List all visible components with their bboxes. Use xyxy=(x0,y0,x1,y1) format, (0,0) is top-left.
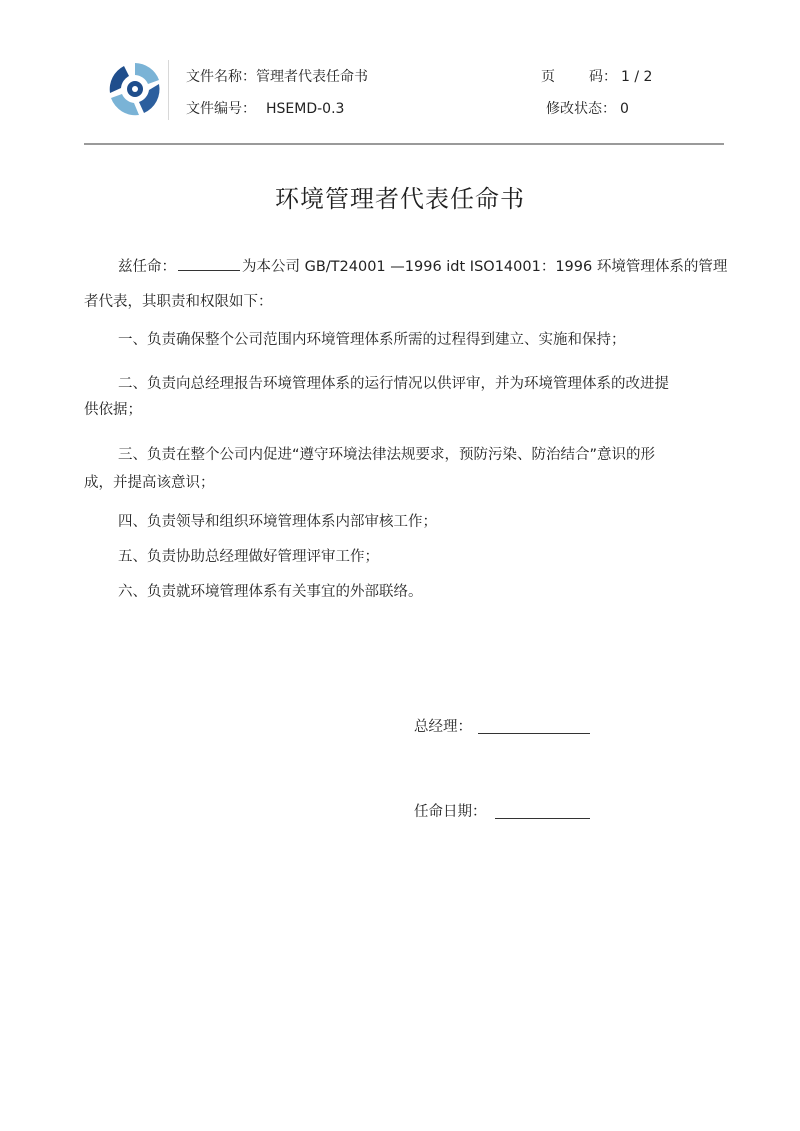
general-manager-label: 总经理： xyxy=(414,719,472,735)
logo-divider xyxy=(168,60,169,120)
appointee-name-blank xyxy=(178,256,240,271)
page-label-part1: 页 xyxy=(541,69,555,85)
doc-number-label: 文件编号： xyxy=(186,101,256,117)
revision-row xyxy=(546,100,629,118)
intro-line-2: 者代表，其职责和权限如下： xyxy=(84,294,273,310)
duty-item-3-line-1: 三、负责在整个公司内促进“遵守环境法律法规要求，预防污染、防治结合”意识的形 xyxy=(118,447,656,463)
duty-item-4: 四、负责领导和组织环境管理体系内部审核工作； xyxy=(118,514,437,530)
revision-label: 修改状态： xyxy=(546,101,616,117)
page-label-part2: 码： xyxy=(589,69,617,85)
doc-name-label: 文件名称： xyxy=(186,69,256,85)
intro-line-1 xyxy=(118,256,727,276)
doc-number-value: HSEMD-0.3 xyxy=(266,101,345,117)
duty-item-3-line-2: 成，并提高该意识； xyxy=(84,475,215,491)
doc-number-row xyxy=(186,100,344,118)
duty-item-1: 一、负责确保整个公司范围内环境管理体系所需的过程得到建立、实施和保持； xyxy=(118,332,626,348)
header-divider xyxy=(84,143,724,145)
revision-value: 0 xyxy=(620,101,629,117)
appointment-date-label: 任命日期： xyxy=(414,804,487,820)
doc-name-row xyxy=(186,68,368,86)
intro-rest: 为本公司 GB/T24001 —1996 idt ISO14001：1996 环境管理体系的管理 xyxy=(242,259,728,275)
duty-item-2-line-1: 二、负责向总经理报告环境管理体系的运行情况以供评审，并为环境管理体系的改进提 xyxy=(118,376,669,392)
doc-name-value: 管理者代表任命书 xyxy=(256,69,368,85)
company-logo-icon xyxy=(104,58,166,120)
appointment-date-line xyxy=(495,818,590,819)
duty-item-6: 六、负责就环境管理体系有关事宜的外部联络。 xyxy=(118,584,423,600)
page-number-row xyxy=(541,68,652,86)
page-number-value: 1 / 2 xyxy=(621,69,653,85)
duty-item-5: 五、负责协助总经理做好管理评审工作； xyxy=(118,549,379,565)
page-title: 环境管理者代表任命书 xyxy=(275,185,525,213)
general-manager-signature-line xyxy=(478,733,590,734)
duty-item-2-line-2: 供依据； xyxy=(84,402,142,418)
intro-prefix: 兹任命： xyxy=(118,259,176,275)
